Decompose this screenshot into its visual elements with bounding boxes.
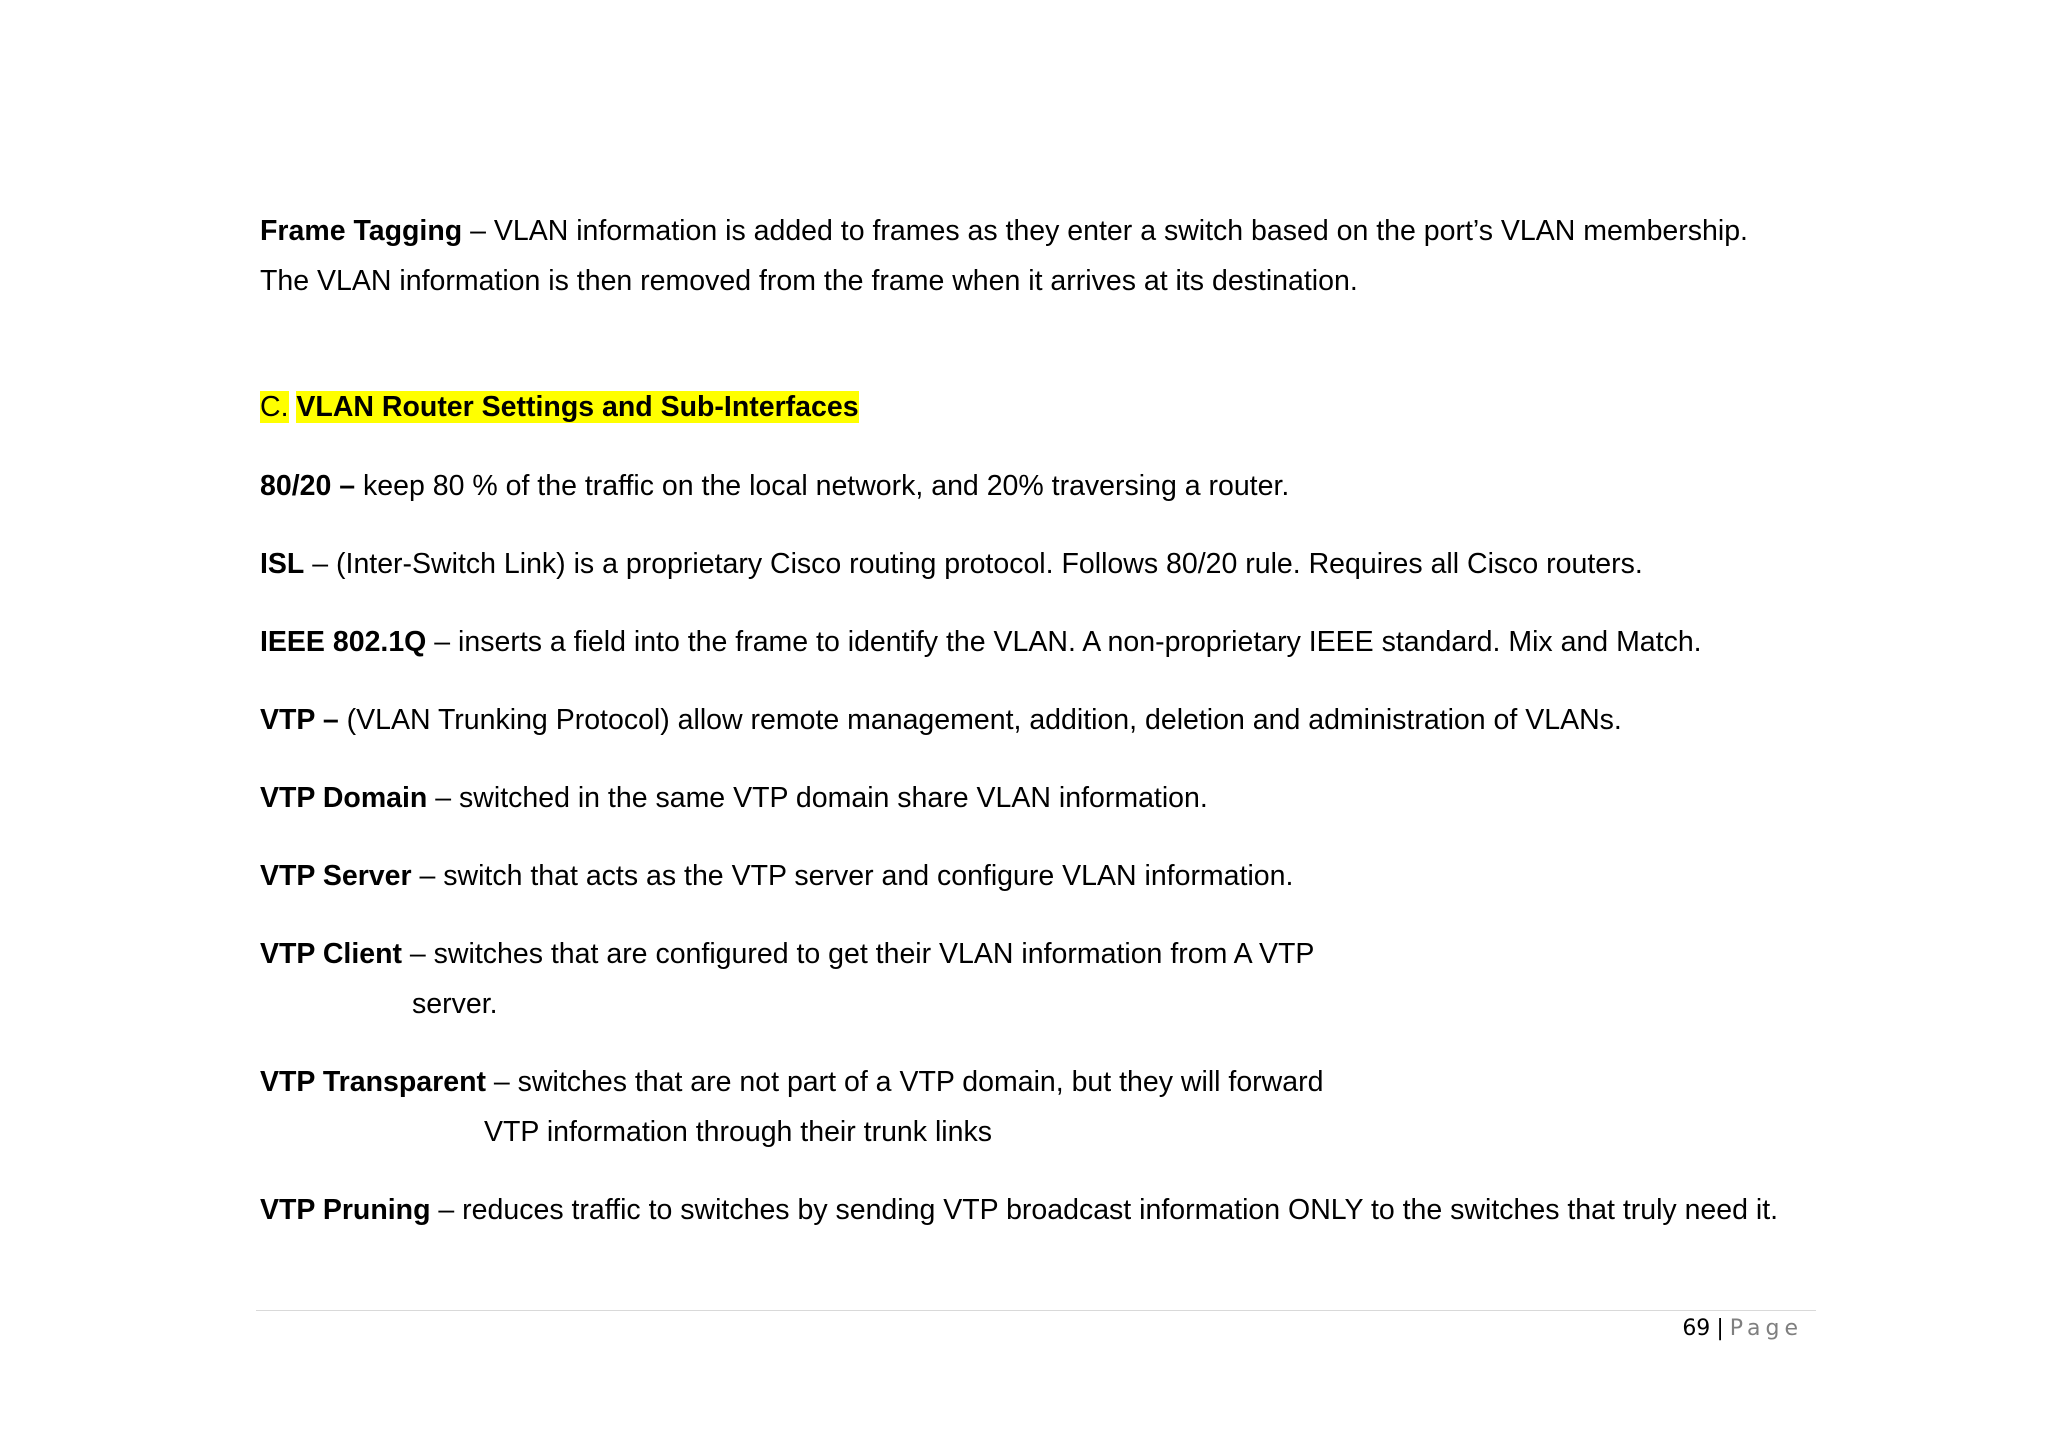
vtp-text: (VLAN Trunking Protocol) allow remote management, addition, deletion and administration of VLANs. [338, 704, 1622, 736]
section-heading [260, 390, 859, 424]
vtp-pruning-entry [260, 1193, 1778, 1227]
page-footer [1682, 1314, 1803, 1344]
vtp-domain-term: VTP Domain [260, 782, 428, 814]
vtp-transparent-continuation: VTP information through their trunk links [484, 1116, 992, 1148]
page-number: 69 [1682, 1316, 1711, 1341]
section-prefix: C. [260, 391, 289, 423]
isl-term: ISL [260, 548, 305, 580]
footer-separator: | [1716, 1316, 1724, 1341]
section-title: VLAN Router Settings and Sub-Interfaces [296, 391, 859, 423]
vtp-domain-text: – switched in the same VTP domain share VLAN information. [427, 782, 1208, 814]
vtp-transparent-text: – switches that are not part of a VTP domain, but they will forward [485, 1066, 1324, 1098]
isl-text: – (Inter-Switch Link) is a proprietary Cisco routing protocol. Follows 80/20 rule. Requires all Cisco routers. [304, 548, 1643, 580]
frame-tagging-entry [260, 214, 1748, 248]
eighty-twenty-entry [260, 469, 1289, 503]
page-label: Page [1729, 1316, 1803, 1341]
vtp-pruning-text: – reduces traffic to switches by sending VTP broadcast information ONLY to the switches that truly need it. [430, 1194, 1779, 1226]
vtp-transparent-entry [260, 1065, 1323, 1099]
frame-tagging-text: – VLAN information is added to frames as they enter a switch based on the port’s VLAN membership. [462, 215, 1748, 247]
vtp-client-term: VTP Client [260, 938, 402, 970]
vtp-transparent-term: VTP Transparent [260, 1066, 486, 1098]
frame-tagging-continuation: The VLAN information is then removed from the frame when it arrives at its destination. [260, 265, 1358, 297]
frame-tagging-term: Frame Tagging [260, 215, 463, 247]
vtp-client-entry [260, 937, 1314, 971]
ieee-text: – inserts a field into the frame to identify the VLAN. A non-proprietary IEEE standard. Mix and Match. [426, 626, 1702, 658]
footer-divider [256, 1310, 1816, 1311]
vtp-server-text: – switch that acts as the VTP server and configure VLAN information. [411, 860, 1294, 892]
vtp-entry [260, 703, 1622, 737]
vtp-domain-entry [260, 781, 1208, 815]
vtp-pruning-term: VTP Pruning [260, 1194, 431, 1226]
eighty-twenty-term: 80/20 – [260, 470, 356, 502]
eighty-twenty-text: keep 80 % of the traffic on the local network, and 20% traversing a router. [355, 470, 1290, 502]
vtp-server-term: VTP Server [260, 860, 412, 892]
vtp-client-text: – switches that are configured to get their VLAN information from A VTP [402, 938, 1315, 970]
ieee-term: IEEE 802.1Q [260, 626, 427, 658]
vtp-server-entry [260, 859, 1293, 893]
vtp-term: VTP – [260, 704, 339, 736]
ieee-entry [260, 625, 1702, 659]
vtp-client-continuation: server. [412, 988, 498, 1020]
isl-entry [260, 547, 1643, 581]
